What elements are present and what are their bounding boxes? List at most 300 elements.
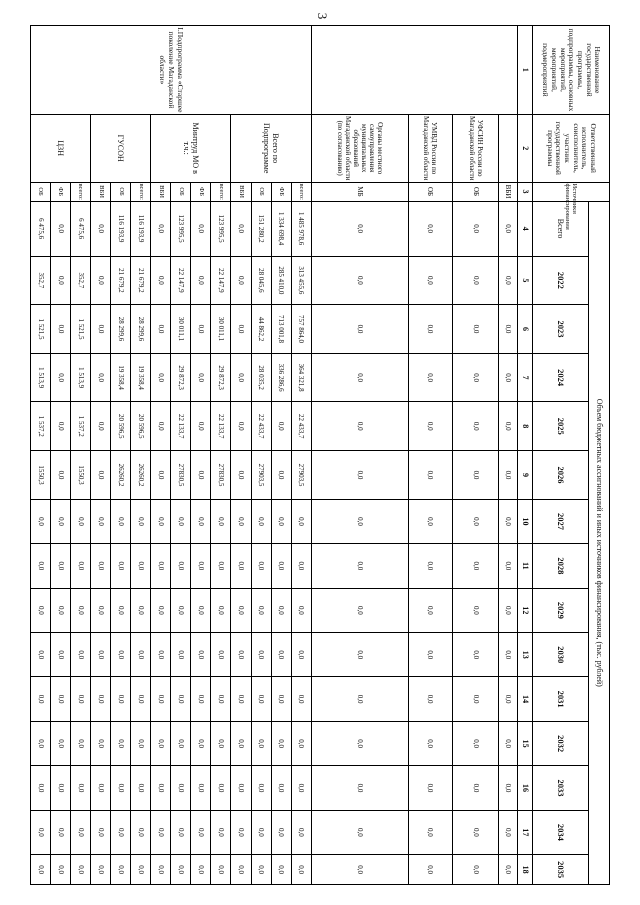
table-cell: 0,0 xyxy=(171,766,191,810)
table-cell: 0,0 xyxy=(211,766,231,810)
table-cell: 0,0 xyxy=(499,810,518,854)
table-cell: 0,0 xyxy=(452,855,498,885)
table-cell: 0,0 xyxy=(91,810,111,854)
table-cell: 0,0 xyxy=(51,499,71,543)
table-cell: 0,0 xyxy=(499,677,518,721)
table-cell: 0,0 xyxy=(151,256,171,305)
table-cell: 0,0 xyxy=(251,544,271,588)
table-cell: 0,0 xyxy=(131,588,151,632)
header-year-2029: 2029 xyxy=(533,588,589,632)
table-cell: 0,0 xyxy=(151,588,171,632)
table-cell: 30 011,1 xyxy=(171,305,191,354)
table-cell: 20 596,5 xyxy=(111,402,131,451)
table-cell: 123 995,5 xyxy=(171,201,191,256)
table-cell: 22 133,7 xyxy=(211,402,231,451)
header-year-2035: 2035 xyxy=(533,855,589,885)
table-cell: 0,0 xyxy=(111,499,131,543)
source-cell: ОБ xyxy=(408,182,452,201)
table-row xyxy=(71,26,91,885)
table-cell: 0,0 xyxy=(231,721,251,765)
responsible-cell: УМВД России по Магаданской области xyxy=(408,114,452,182)
table-cell: 28 299,6 xyxy=(131,305,151,354)
table-row xyxy=(131,26,151,885)
table-cell: 0,0 xyxy=(71,633,91,677)
table-cell: 0,0 xyxy=(251,721,271,765)
header-year-2028: 2028 xyxy=(533,544,589,588)
table-cell: 19 358,4 xyxy=(111,353,131,402)
table-cell: 0,0 xyxy=(231,451,251,500)
table-cell: 0,0 xyxy=(408,721,452,765)
table-cell: 0,0 xyxy=(51,353,71,402)
table-cell: 0,0 xyxy=(311,256,408,305)
table-cell: 0,0 xyxy=(499,451,518,500)
table-cell: 0,0 xyxy=(191,353,211,402)
table-cell: 1 537,2 xyxy=(71,402,91,451)
table-cell: 0,0 xyxy=(311,544,408,588)
source-cell: ФБ xyxy=(271,182,291,201)
header-col-number: 3 xyxy=(518,182,533,201)
table-cell: 0,0 xyxy=(191,855,211,885)
table-cell: 352,7 xyxy=(71,256,91,305)
header-year-2023: 2023 xyxy=(533,305,589,354)
table-cell: 0,0 xyxy=(151,721,171,765)
table-cell: 0,0 xyxy=(131,633,151,677)
header-year-2034: 2034 xyxy=(533,810,589,854)
table-cell: 0,0 xyxy=(271,588,291,632)
table-cell: 22 133,7 xyxy=(171,402,191,451)
table-cell: 0,0 xyxy=(31,544,51,588)
table-cell: 0,0 xyxy=(452,810,498,854)
header-col-number: 17 xyxy=(518,810,533,854)
table-cell: 22 147,9 xyxy=(171,256,191,305)
table-cell: 0,0 xyxy=(408,544,452,588)
name-cell-blank xyxy=(311,26,518,115)
table-cell: 0,0 xyxy=(311,855,408,885)
responsible-cell: Всего по Подпрограмме xyxy=(231,114,311,182)
table-cell: 0,0 xyxy=(31,499,51,543)
table-cell: 713 001,8 xyxy=(271,305,291,354)
table-cell: 0,0 xyxy=(408,353,452,402)
table-cell: 0,0 xyxy=(71,810,91,854)
table-cell: 0,0 xyxy=(499,402,518,451)
header-col-number: 13 xyxy=(518,633,533,677)
table-cell: 0,0 xyxy=(311,402,408,451)
table-cell: 0,0 xyxy=(231,402,251,451)
table-cell: 0,0 xyxy=(408,256,452,305)
table-cell: 0,0 xyxy=(51,721,71,765)
table-cell: 0,0 xyxy=(111,766,131,810)
table-cell: 0,0 xyxy=(311,766,408,810)
table-cell: 0,0 xyxy=(151,353,171,402)
table-cell: 0,0 xyxy=(452,451,498,500)
table-cell: 0,0 xyxy=(211,855,231,885)
source-cell: ОБ xyxy=(251,182,271,201)
table-cell: 0,0 xyxy=(499,544,518,588)
header-responsible: Ответственный исполнитель, соисполнитель, участник государственной программы xyxy=(533,114,610,182)
table-cell: 0,0 xyxy=(171,677,191,721)
table-cell: 0,0 xyxy=(71,855,91,885)
table-cell: 1 537,2 xyxy=(31,402,51,451)
table-cell: 0,0 xyxy=(191,766,211,810)
table-cell: 0,0 xyxy=(452,544,498,588)
header-col-number: 18 xyxy=(518,855,533,885)
source-cell: всего: xyxy=(131,182,151,201)
table-cell: 0,0 xyxy=(291,810,311,854)
header-col-number: 16 xyxy=(518,766,533,810)
table-cell: 0,0 xyxy=(311,353,408,402)
table-cell: 0,0 xyxy=(131,677,151,721)
source-cell: ВБИ xyxy=(231,182,251,201)
table-cell: 0,0 xyxy=(291,588,311,632)
table-cell: 0,0 xyxy=(271,810,291,854)
header-col-number: 15 xyxy=(518,721,533,765)
table-cell: 0,0 xyxy=(91,588,111,632)
table-cell: 0,0 xyxy=(151,633,171,677)
header-col-number: 6 xyxy=(518,305,533,354)
responsible-cell: ГУСОН xyxy=(91,114,151,182)
table-cell: 0,0 xyxy=(211,544,231,588)
header-row-numbers xyxy=(518,26,533,885)
source-cell: всего: xyxy=(291,182,311,201)
table-cell: 0,0 xyxy=(291,677,311,721)
table-cell: 0,0 xyxy=(191,305,211,354)
table-cell: 0,0 xyxy=(408,855,452,885)
table-cell: 0,0 xyxy=(171,544,191,588)
table-cell: 0,0 xyxy=(251,855,271,885)
table-cell: 0,0 xyxy=(271,855,291,885)
table-row xyxy=(291,26,311,885)
header-col-number: 11 xyxy=(518,544,533,588)
table-cell: 26260,2 xyxy=(111,451,131,500)
table-cell: 0,0 xyxy=(311,499,408,543)
table-cell: 313 455,6 xyxy=(291,256,311,305)
table-cell: 0,0 xyxy=(452,402,498,451)
table-cell: 0,0 xyxy=(311,305,408,354)
table-cell: 0,0 xyxy=(452,766,498,810)
header-total: Всего xyxy=(533,201,589,256)
table-cell: 0,0 xyxy=(231,201,251,256)
table-cell: 22 147,9 xyxy=(211,256,231,305)
table-cell: 0,0 xyxy=(71,721,91,765)
table-cell: 0,0 xyxy=(151,451,171,500)
table-cell: 0,0 xyxy=(31,633,51,677)
table-cell: 0,0 xyxy=(499,499,518,543)
table-cell: 0,0 xyxy=(31,677,51,721)
table-cell: 28 045,6 xyxy=(251,256,271,305)
table-cell: 0,0 xyxy=(311,451,408,500)
table-cell: 0,0 xyxy=(71,544,91,588)
table-cell: 0,0 xyxy=(91,499,111,543)
table-cell: 0,0 xyxy=(151,402,171,451)
table-cell: 0,0 xyxy=(211,810,231,854)
table-cell: 0,0 xyxy=(251,677,271,721)
table-cell: 0,0 xyxy=(191,810,211,854)
table-cell: 0,0 xyxy=(251,588,271,632)
table-cell: 0,0 xyxy=(171,721,191,765)
table-cell: 0,0 xyxy=(211,499,231,543)
table-cell: 0,0 xyxy=(271,633,291,677)
header-year-2022: 2022 xyxy=(533,256,589,305)
table-cell: 0,0 xyxy=(291,721,311,765)
table-cell: 0,0 xyxy=(499,588,518,632)
header-year-2032: 2032 xyxy=(533,721,589,765)
table-cell: 27830,5 xyxy=(171,451,191,500)
table-cell: 0,0 xyxy=(71,766,91,810)
table-cell: 0,0 xyxy=(111,855,131,885)
table-cell: 0,0 xyxy=(131,499,151,543)
table-cell: 1 485 978,6 xyxy=(291,201,311,256)
table-cell: 0,0 xyxy=(91,201,111,256)
table-cell: 0,0 xyxy=(452,633,498,677)
table-cell: 0,0 xyxy=(111,721,131,765)
table-cell: 0,0 xyxy=(311,633,408,677)
table-cell: 0,0 xyxy=(151,677,171,721)
header-col-number: 5 xyxy=(518,256,533,305)
table-cell: 0,0 xyxy=(91,353,111,402)
source-cell: ОБ xyxy=(31,182,51,201)
table-cell: 0,0 xyxy=(408,588,452,632)
table-cell: 0,0 xyxy=(271,677,291,721)
table-cell: 1 521,5 xyxy=(71,305,91,354)
table-row xyxy=(499,26,518,885)
responsible-cell: Минтруд МО в т.ч.: xyxy=(151,114,231,182)
table-cell: 0,0 xyxy=(499,766,518,810)
table-cell: 0,0 xyxy=(408,402,452,451)
table-cell: 6 475,6 xyxy=(31,201,51,256)
table-cell: 0,0 xyxy=(51,677,71,721)
table-cell: 29 872,3 xyxy=(211,353,231,402)
table-cell: 0,0 xyxy=(51,305,71,354)
table-cell: 0,0 xyxy=(131,855,151,885)
table-cell: 0,0 xyxy=(231,810,251,854)
table-cell: 336 286,6 xyxy=(271,353,291,402)
table-cell: 0,0 xyxy=(408,766,452,810)
table-cell: 26260,2 xyxy=(131,451,151,500)
table-cell: 0,0 xyxy=(408,810,452,854)
table-cell: 0,0 xyxy=(71,677,91,721)
table-cell: 0,0 xyxy=(91,256,111,305)
table-cell: 0,0 xyxy=(51,544,71,588)
table-cell: 0,0 xyxy=(291,499,311,543)
header-col-number: 1 xyxy=(518,26,533,115)
table-cell: 0,0 xyxy=(251,810,271,854)
table-cell: 0,0 xyxy=(131,810,151,854)
source-cell: ВБИ xyxy=(151,182,171,201)
table-cell: 0,0 xyxy=(131,766,151,810)
header-row-title xyxy=(588,26,609,885)
table-cell: 0,0 xyxy=(452,721,498,765)
header-year-2025: 2025 xyxy=(533,402,589,451)
table-cell: 0,0 xyxy=(231,855,251,885)
table-cell: 0,0 xyxy=(311,201,408,256)
table-cell: 0,0 xyxy=(211,633,231,677)
table-cell: 0,0 xyxy=(51,633,71,677)
table-cell: 123 995,5 xyxy=(211,201,231,256)
source-cell: всего: xyxy=(71,182,91,201)
table-cell: 0,0 xyxy=(408,451,452,500)
header-year-2033: 2033 xyxy=(533,766,589,810)
table-cell: 0,0 xyxy=(191,633,211,677)
table-cell: 0,0 xyxy=(91,855,111,885)
table-cell: 0,0 xyxy=(311,721,408,765)
table-cell: 0,0 xyxy=(51,810,71,854)
table-cell: 0,0 xyxy=(51,588,71,632)
table-cell: 0,0 xyxy=(499,721,518,765)
table-cell: 1 513,9 xyxy=(71,353,91,402)
table-cell: 0,0 xyxy=(171,810,191,854)
table-cell: 0,0 xyxy=(211,588,231,632)
table-cell: 0,0 xyxy=(31,721,51,765)
table-cell: 22 433,7 xyxy=(291,402,311,451)
table-cell: 0,0 xyxy=(251,499,271,543)
header-year-2024: 2024 xyxy=(533,353,589,402)
budget-table-rotated xyxy=(30,25,610,885)
table-cell: 0,0 xyxy=(171,855,191,885)
header-col-number: 10 xyxy=(518,499,533,543)
table-cell: 0,0 xyxy=(408,633,452,677)
table-cell: 0,0 xyxy=(111,633,131,677)
header-year-2031: 2031 xyxy=(533,677,589,721)
table-cell: 0,0 xyxy=(151,305,171,354)
header-col-number: 7 xyxy=(518,353,533,402)
source-cell: всего: xyxy=(211,182,231,201)
table-cell: 0,0 xyxy=(452,499,498,543)
header-name: Наименование государственной программы, подпрограммы, основных мероприятий, мероприятий, подмероприятий xyxy=(533,26,610,115)
table-cell: 0,0 xyxy=(452,353,498,402)
table-cell: 0,0 xyxy=(31,766,51,810)
table-cell: 0,0 xyxy=(231,353,251,402)
table-cell: 0,0 xyxy=(91,721,111,765)
responsible-cell: УФСИН России по Магаданской области xyxy=(452,114,498,182)
table-cell: 0,0 xyxy=(151,544,171,588)
table-cell: 0,0 xyxy=(452,305,498,354)
table-cell: 364 321,8 xyxy=(291,353,311,402)
table-cell: 19 358,4 xyxy=(131,353,151,402)
table-cell: 0,0 xyxy=(191,451,211,500)
table-cell: 0,0 xyxy=(191,544,211,588)
table-cell: 0,0 xyxy=(91,544,111,588)
table-cell: 44 862,2 xyxy=(251,305,271,354)
table-cell: 0,0 xyxy=(311,677,408,721)
page-number-text: 3 xyxy=(315,12,330,20)
table-cell: 0,0 xyxy=(91,305,111,354)
header-col-number: 9 xyxy=(518,451,533,500)
table-body xyxy=(31,26,610,885)
table-cell: 0,0 xyxy=(111,544,131,588)
table-cell: 30 011,1 xyxy=(211,305,231,354)
table-cell: 0,0 xyxy=(191,588,211,632)
table-cell: 0,0 xyxy=(499,201,518,256)
table-cell: 0,0 xyxy=(91,402,111,451)
table-cell: 0,0 xyxy=(91,766,111,810)
table-cell: 1 521,5 xyxy=(31,305,51,354)
table-row xyxy=(452,26,498,885)
header-col-number: 4 xyxy=(518,201,533,256)
table-cell: 21 679,2 xyxy=(131,256,151,305)
table-cell: 0,0 xyxy=(51,402,71,451)
table-cell: 0,0 xyxy=(271,721,291,765)
table-cell: 0,0 xyxy=(408,499,452,543)
table-cell: 0,0 xyxy=(71,588,91,632)
table-cell: 1550,3 xyxy=(71,451,91,500)
source-cell: ОБ xyxy=(452,182,498,201)
table-cell: 0,0 xyxy=(131,721,151,765)
table-cell: 0,0 xyxy=(151,766,171,810)
header-col-number: 2 xyxy=(518,114,533,182)
table-cell: 0,0 xyxy=(131,544,151,588)
header-col-number: 12 xyxy=(518,588,533,632)
table-cell: 0,0 xyxy=(191,721,211,765)
header-year-2027: 2027 xyxy=(533,499,589,543)
table-cell: 0,0 xyxy=(251,633,271,677)
table-row xyxy=(211,26,231,885)
table-cell: 0,0 xyxy=(171,588,191,632)
table-cell: 0,0 xyxy=(91,677,111,721)
source-cell: ВБИ xyxy=(91,182,111,201)
table-cell: 0,0 xyxy=(499,855,518,885)
table-cell: 0,0 xyxy=(51,256,71,305)
table-cell: 0,0 xyxy=(408,677,452,721)
table-cell: 0,0 xyxy=(271,544,291,588)
table-cell: 285 410,0 xyxy=(271,256,291,305)
table-cell: 0,0 xyxy=(111,810,131,854)
table-cell: 0,0 xyxy=(452,201,498,256)
table-cell: 0,0 xyxy=(231,305,251,354)
table-cell: 0,0 xyxy=(191,256,211,305)
table-cell: 27903,5 xyxy=(251,451,271,500)
table-cell: 1550,3 xyxy=(31,451,51,500)
table-cell: 116 193,9 xyxy=(111,201,131,256)
source-cell: ФБ xyxy=(51,182,71,201)
table-cell: 0,0 xyxy=(408,305,452,354)
table-cell: 0,0 xyxy=(51,201,71,256)
table-cell: 116 193,9 xyxy=(131,201,151,256)
table-cell: 757 864,0 xyxy=(291,305,311,354)
table-cell: 0,0 xyxy=(211,677,231,721)
table-cell: 0,0 xyxy=(231,633,251,677)
table-cell: 20 596,5 xyxy=(131,402,151,451)
header-source: Источники финансирования xyxy=(533,182,610,201)
table-cell: 0,0 xyxy=(271,402,291,451)
table-cell: 0,0 xyxy=(231,256,251,305)
table-cell: 352,7 xyxy=(31,256,51,305)
table-cell: 0,0 xyxy=(291,855,311,885)
table-cell: 0,0 xyxy=(291,633,311,677)
header-col-number: 8 xyxy=(518,402,533,451)
table-row xyxy=(311,26,408,885)
table-cell: 29 872,3 xyxy=(171,353,191,402)
table-cell: 0,0 xyxy=(311,810,408,854)
table-cell: 0,0 xyxy=(71,499,91,543)
table-cell: 27903,5 xyxy=(291,451,311,500)
budget-table xyxy=(30,25,610,885)
table-cell: 0,0 xyxy=(171,499,191,543)
responsible-cell xyxy=(499,114,518,182)
table-cell: 0,0 xyxy=(151,201,171,256)
table-cell: 0,0 xyxy=(499,633,518,677)
responsible-cell: ЦЗН xyxy=(31,114,91,182)
table-cell: 1 334 698,4 xyxy=(271,201,291,256)
table-cell: 0,0 xyxy=(499,256,518,305)
table-cell: 0,0 xyxy=(231,588,251,632)
table-cell: 0,0 xyxy=(452,256,498,305)
table-cell: 0,0 xyxy=(31,855,51,885)
table-cell: 0,0 xyxy=(291,766,311,810)
responsible-cell: Органы местного самоуправления муниципальных образований Магаданской области (по согласованию) xyxy=(311,114,408,182)
table-cell: 0,0 xyxy=(191,677,211,721)
table-cell: 0,0 xyxy=(111,588,131,632)
source-cell: ФБ xyxy=(191,182,211,201)
